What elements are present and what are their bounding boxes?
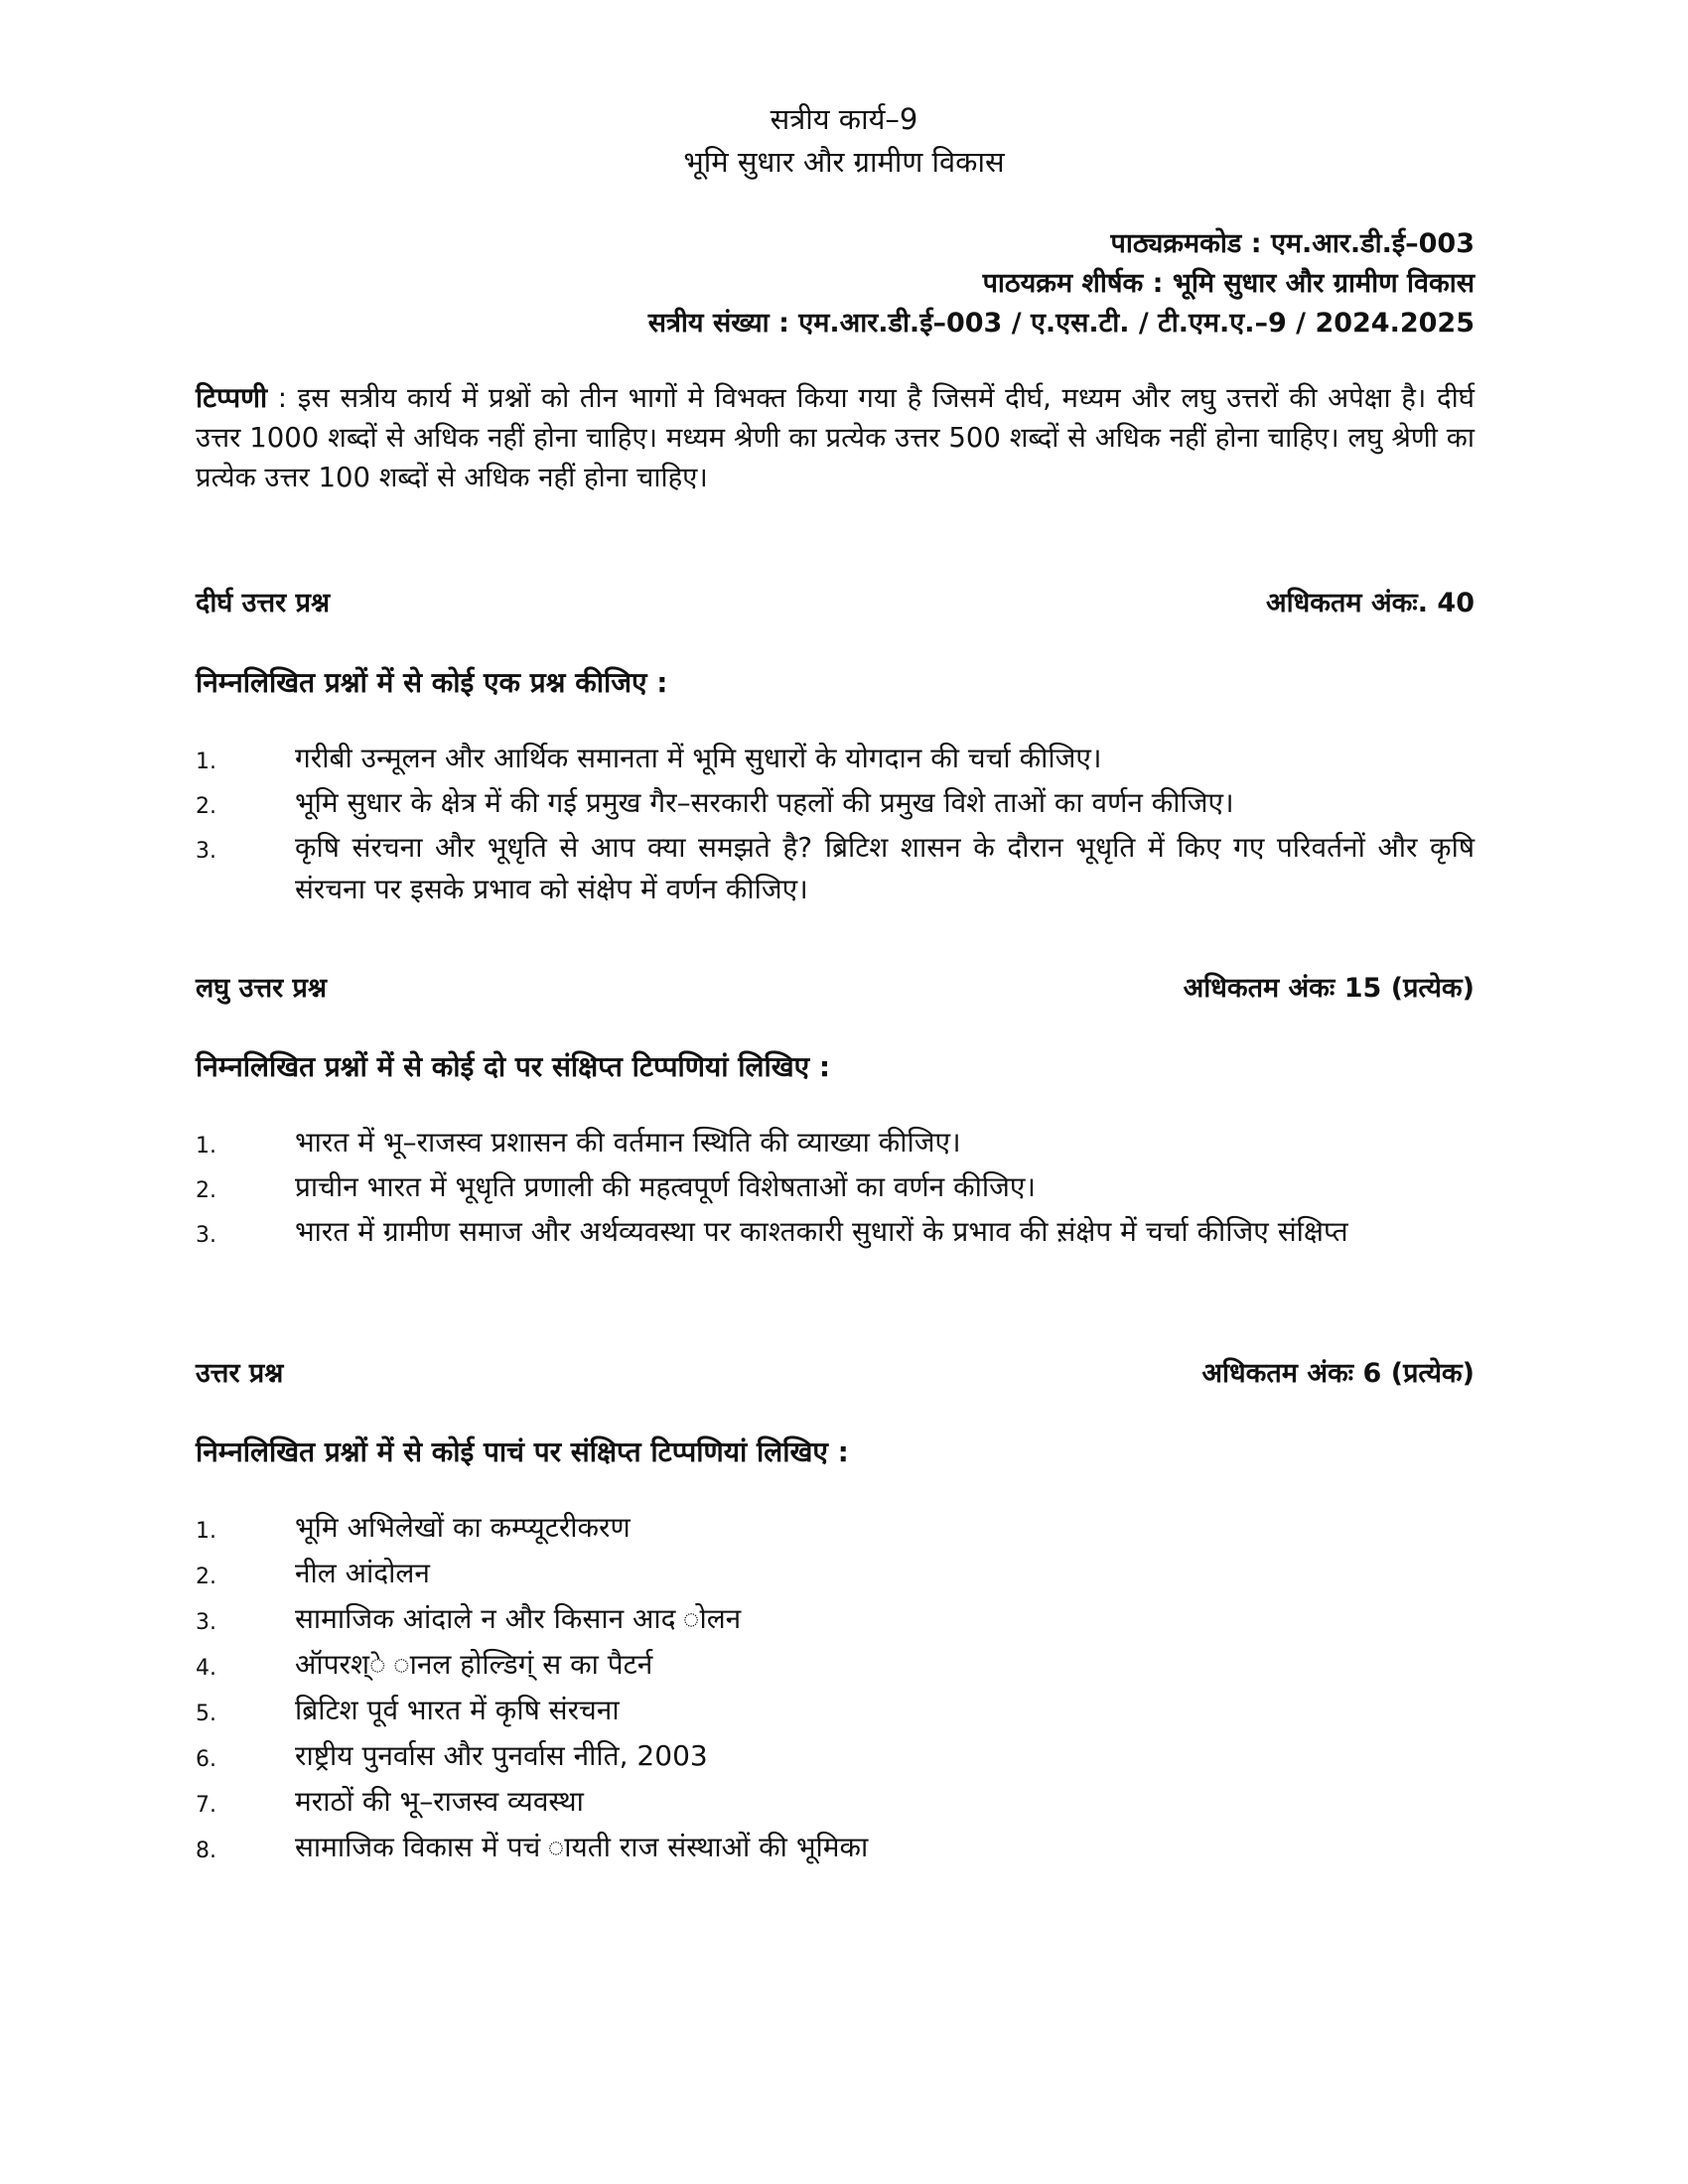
section-instruction-short: निम्नलिखित प्रश्नों में से कोई दो पर संक्षिप्त टिप्पणियां लिखिए : <box>196 1050 831 1083</box>
section-instruction-brief: निम्नलिखित प्रश्नों में से कोई पाचं पर संक्षिप्त टिप्पणियां लिखिए : <box>196 1435 849 1468</box>
assignment-subtitle: भूमि सुधार और ग्रामीण विकास <box>683 145 1005 179</box>
question-number: 8. <box>196 1839 216 1863</box>
question-item <box>196 1827 1475 1868</box>
section-title-brief: उत्तर प्रश्न <box>196 1358 284 1389</box>
question-text: भूमि अभिलेखों का कम्प्यूटरीकरण <box>295 1511 631 1544</box>
question-text: सामाजिक आंदाले न और किसान आद ोलन <box>295 1602 742 1635</box>
section-title-short: लघु उत्तर प्रश्न <box>196 973 328 1004</box>
question-item <box>196 1211 1475 1253</box>
question-number: 1. <box>196 1134 216 1159</box>
question-text: नील आंदोलन <box>295 1557 430 1589</box>
question-number: 6. <box>196 1747 216 1772</box>
question-number: 2. <box>196 794 216 819</box>
question-text: प्राचीन भारत में भूधृति प्रणाली की महत्वपूर्ण विशेषताओं का वर्णन कीजिए। <box>295 1170 1036 1203</box>
course-title: पाठयक्रम शीर्षक : भूमि सुधार और ग्रामीण विकास <box>982 268 1475 299</box>
question-item <box>196 738 1475 779</box>
instruction-note <box>196 378 1475 497</box>
question-item <box>196 827 1475 910</box>
question-item <box>196 1735 1475 1777</box>
question-item <box>196 1644 1475 1686</box>
question-text: ब्रिटिश पूर्व भारत में कृषि संरचना <box>295 1694 620 1726</box>
question-item <box>196 1553 1475 1594</box>
assignment-title: सत्रीय कार्य–9 <box>770 102 918 136</box>
section-title-long: दीर्घ उत्तर प्रश्न <box>196 588 331 618</box>
question-text: भारत में ग्रामीण समाज और अर्थव्यवस्था पर काश्तकारी सुधारों के प्रभाव की स़ंक्षेप में चर्चा कीजिए संक्षिप्त <box>295 1215 1348 1248</box>
question-text: राष्ट्रीय पुनर्वास और पुनर्वास नीति, 2003 <box>295 1739 708 1772</box>
question-text: भारत में भू–राजस्व प्रशासन की वर्तमान स्थिति की व्याख्या कीजिए। <box>295 1126 961 1159</box>
question-item <box>196 1781 1475 1823</box>
section-marks-long: अधिकतम अंकः. 40 <box>1266 588 1475 618</box>
question-number: 7. <box>196 1793 216 1818</box>
section-marks-brief: अधिकतम अंकः 6 (प्रत्येक) <box>1201 1358 1475 1389</box>
question-number: 3. <box>196 839 216 864</box>
question-number: 2. <box>196 1565 216 1589</box>
question-number: 3. <box>196 1610 216 1635</box>
question-text: ऑपरश्े ानल होल्डिग्ं स का पैटर्न <box>295 1648 653 1681</box>
note-text: : इस सत्रीय कार्य में प्रश्नों को तीन भागों मे विभक्त किया गया है जिसमें दीर्घ, मध्यम और लघु उत्तरों की अपेक्षा है। दीर्घ उत्तर 1000 शब्दों से अधिक नहीं होना चाहिए। मध्यम श्रेणी का प्रत्येक उत्तर 500 शब्दों से अधिक नहीं होना चाहिए। लघु श्रेणी का प्रत्येक उत्तर 100 शब्दों से अधिक नहीं होना चाहिए। <box>196 382 1475 493</box>
question-item <box>196 782 1475 824</box>
question-number: 5. <box>196 1702 216 1726</box>
question-number: 4. <box>196 1656 216 1681</box>
question-number: 2. <box>196 1178 216 1203</box>
note-label: टिप्पणी <box>196 382 268 414</box>
question-text: कृषि संरचना और भूधृति से आप क्या समझते है? ब्रिटिश शासन के दौरान भूधृति में किए गए परिवर्तनों और कृषि संरचना पर इसके प्रभाव को संक्षेप में वर्णन कीजिए। <box>295 831 1475 905</box>
question-number: 1. <box>196 750 216 774</box>
question-item <box>196 1166 1475 1208</box>
question-item <box>196 1507 1475 1549</box>
question-text: गरीबी उन्मूलन और आर्थिक समानता में भूमि सुधारों के योगदान की चर्चा कीजिए। <box>295 742 1102 774</box>
question-text: सामाजिक विकास में पचं ायती राज संस्थाओं की भूमिका <box>295 1831 869 1863</box>
section-instruction-long: निम्नलिखित प्रश्नों में से कोई एक प्रश्न कीजिए : <box>196 666 668 699</box>
question-number: 1. <box>196 1519 216 1544</box>
course-code: पाठ्यक्रमकोड : एम.आर.डी.ई–003 <box>1110 228 1475 259</box>
question-item <box>196 1690 1475 1731</box>
question-text: मराठों की भू–राजस्व व्यवस्था <box>295 1785 584 1818</box>
question-item <box>196 1598 1475 1640</box>
question-item <box>196 1122 1475 1163</box>
question-text: भूमि सुधार के क्षेत्र में की गई प्रमुख गैर–सरकारी पहलों की प्रमुख विशे ताओं का वर्णन कीजिए। <box>295 786 1234 819</box>
question-number: 3. <box>196 1223 216 1248</box>
section-marks-short: अधिकतम अंकः 15 (प्रत्येक) <box>1183 973 1475 1004</box>
assignment-number: सत्रीय संख्या : एम.आर.डी.ई–003 / ए.एस.टी. / टी.एम.ए.–9 / 2024.2025 <box>647 308 1475 339</box>
